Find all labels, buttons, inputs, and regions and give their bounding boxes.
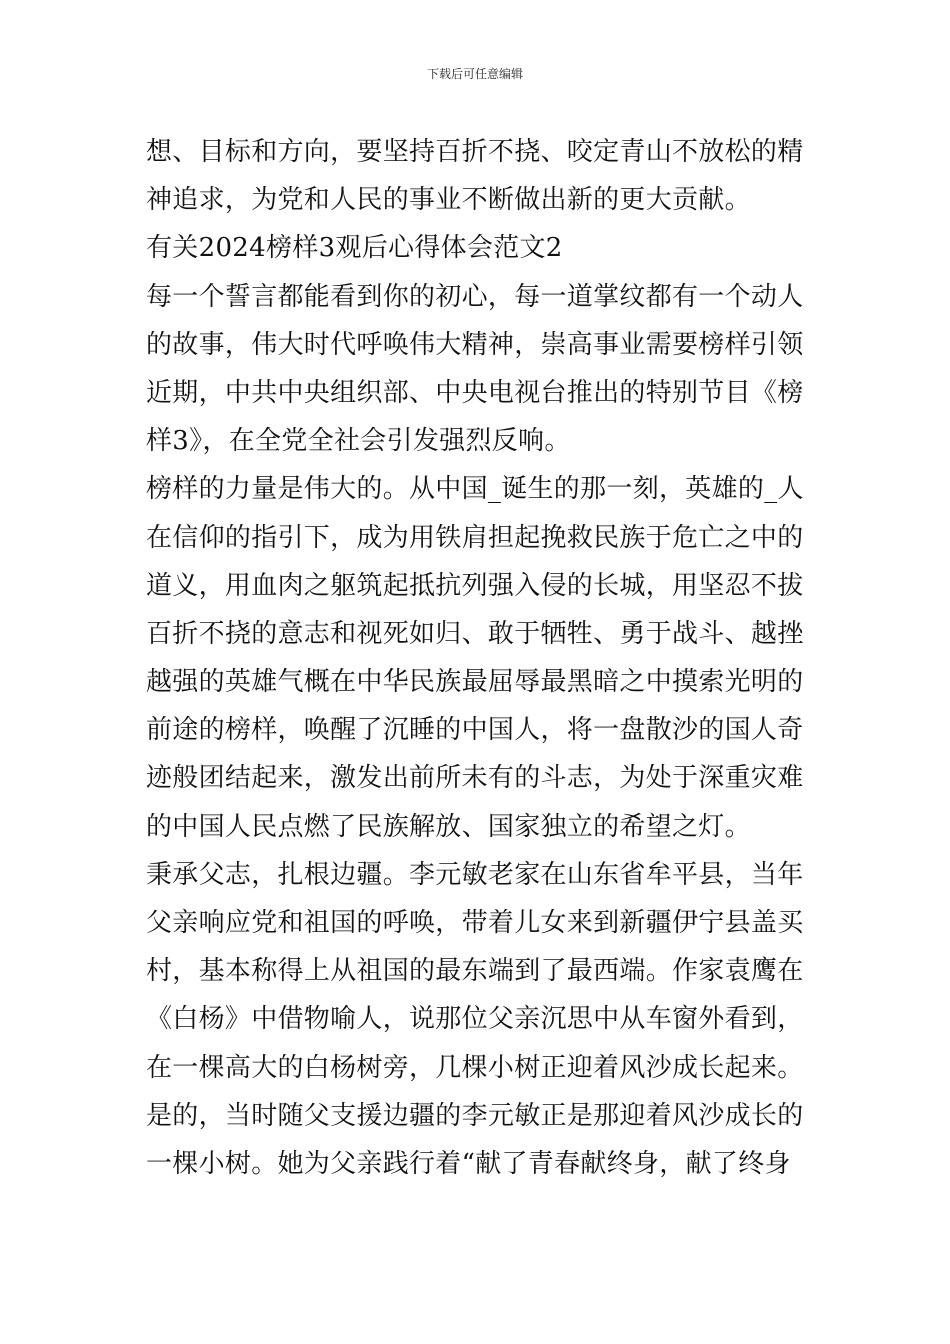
section-heading: 有关2024榜样3观后心得体会范文2	[146, 233, 563, 264]
text-line: 村，基本称得上从祖国的最东端到了最西端。作家袁鹰在	[146, 956, 804, 987]
text-line: 在信仰的指引下，成为用铁肩担起挽救民族于危亡之中的	[146, 522, 804, 553]
text-line: 的故事，伟大时代呼唤伟大精神，崇高事业需要榜样引领	[146, 329, 804, 360]
text-line: 秉承父志，扎根边疆。李元敏老家在山东省牟平县，当年	[146, 859, 804, 890]
text-line: 的中国人民点燃了民族解放、国家独立的希望之灯。	[146, 811, 751, 842]
text-line: 前途的榜样，唤醒了沉睡的中国人，将一盘散沙的国人奇	[146, 715, 804, 746]
page-header: 下载后可任意编辑	[426, 67, 523, 81]
document-body	[146, 128, 816, 1188]
text-line: 道义，用血肉之躯筑起抵抗列强入侵的长城，用坚忍不拔	[146, 570, 804, 601]
text-line: 榜样的力量是伟大的。从中国_诞生的那一刻，英雄的_人	[146, 474, 804, 505]
text-line: 每一个誓言都能看到你的初心，每一道掌纹都有一个动人	[146, 281, 804, 312]
text-line: 父亲响应党和祖国的呼唤，带着儿女来到新疆伊宁县盖买	[146, 908, 804, 938]
text-line: 一棵小树。她为父亲践行着“献了青春献终身，献了终身	[146, 1148, 791, 1179]
text-line: 近期，中共中央组织部、中央电视台推出的特别节目《榜	[146, 377, 804, 408]
text-line: 在一棵高大的白杨树旁，几棵小树正迎着风沙成长起来。	[146, 1052, 804, 1083]
text-line: 样3》，在全党全社会引发强烈反响。	[146, 426, 571, 457]
text-line: 越强的英雄气概在中华民族最屈辱最黑暗之中摸索光明的	[146, 667, 804, 698]
text-line: 想、目标和方向，要坚持百折不挠、咬定青山不放松的精	[146, 137, 804, 167]
text-line: 《白杨》中借物喻人，说那位父亲沉思中从车窗外看到，	[146, 1004, 804, 1035]
text-line: 百折不挠的意志和视死如归、敢于牺牲、勇于战斗、越挫	[146, 618, 804, 649]
text-line: 神追求，为党和人民的事业不断做出新的更大贡献。	[146, 185, 751, 216]
text-line: 迹般团结起来，激发出前所未有的斗志，为处于深重灾难	[146, 763, 804, 794]
text-line: 是的，当时随父支援边疆的李元敏正是那迎着风沙成长的	[146, 1100, 804, 1131]
